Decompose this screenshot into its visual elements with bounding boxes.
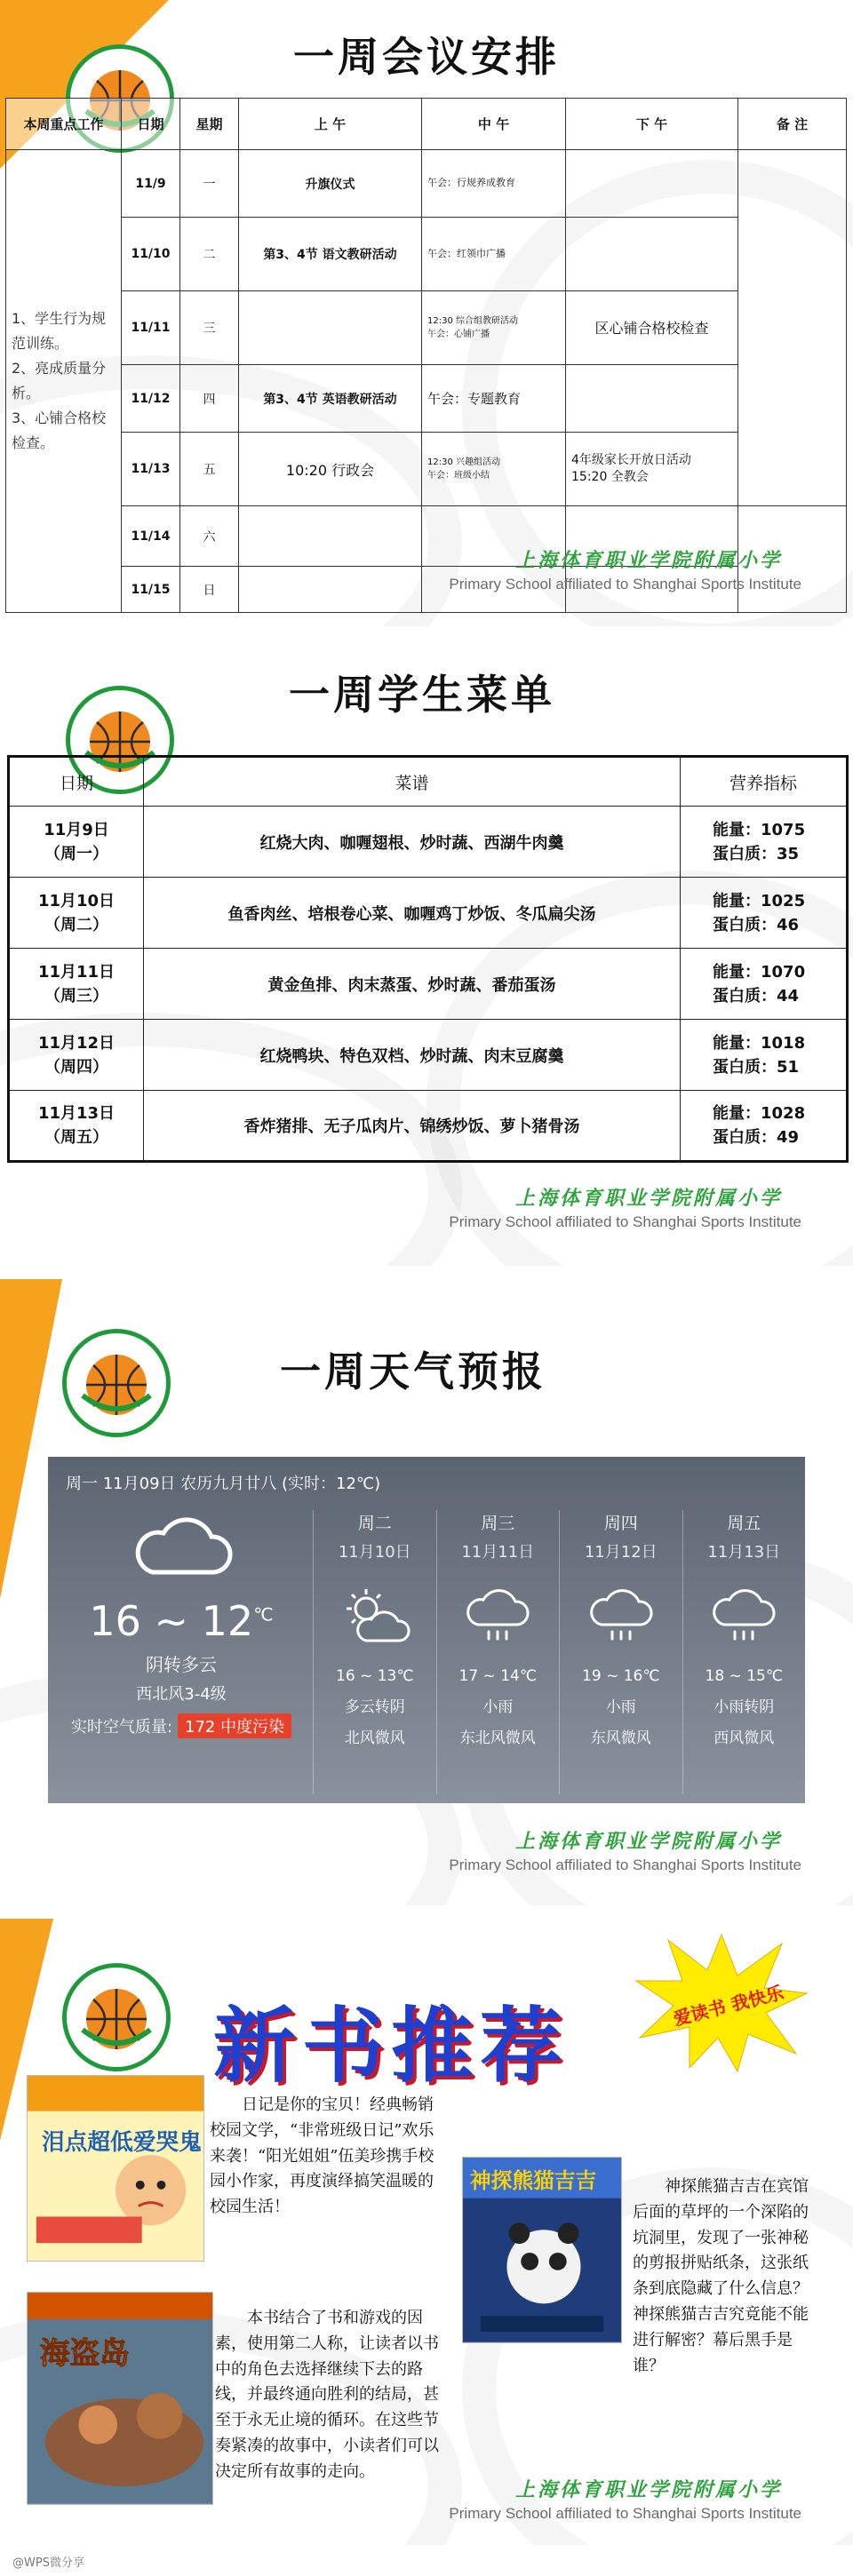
rain-icon <box>462 1584 533 1648</box>
header-dishes: 菜谱 <box>144 757 681 807</box>
protein-text: 蛋白质：35 <box>713 844 800 863</box>
school-name-cn: 上海体育职业学院附属小学 <box>514 1187 782 1210</box>
key-work-item: 3、心铺合格校检查。 <box>12 409 107 451</box>
table-row <box>9 1020 848 1091</box>
forecast-day <box>559 1510 682 1794</box>
forecast-date: 11月12日 <box>584 1543 658 1562</box>
table-row <box>6 218 847 291</box>
cell-weekday: 五 <box>180 433 239 506</box>
cell-date: 11/12 <box>122 364 180 433</box>
protein-text: 蛋白质：51 <box>713 1057 800 1077</box>
weather-today <box>48 1510 315 1738</box>
book-description-2: 本书结合了书和游戏的因素，使用第二人称，让读者以书中的角色去选择继续下去的路线，并最终通向胜利的结局，甚至于永无止境的循环。在这些节奏紧凑的故事中，小读者们可以决定所有故事的走向。 <box>215 2309 439 2481</box>
header-key-work: 本周重点工作 <box>6 99 122 150</box>
starburst-slogan: 爱读书 我快乐 <box>671 1981 786 2030</box>
energy-text: 能量：1028 <box>713 1104 806 1123</box>
forecast-temp: 17 ~ 14℃ <box>458 1667 537 1685</box>
table-row <box>9 1091 848 1162</box>
cell-date: 11/14 <box>122 506 180 567</box>
watermark: @WPS微分享 <box>12 2556 84 2570</box>
cell-morning <box>239 506 422 567</box>
weather-panel <box>48 1457 805 1803</box>
forecast-weekday: 周三 <box>481 1514 515 1533</box>
cell-morning: 10:20 行政会 <box>239 433 422 506</box>
header-afternoon: 下 午 <box>566 99 738 150</box>
protein-text: 蛋白质：46 <box>713 915 800 934</box>
header-noon: 中 午 <box>422 99 566 150</box>
forecast-temp: 19 ~ 16℃ <box>582 1667 660 1685</box>
today-temp <box>48 1597 315 1645</box>
book-cover-1 <box>27 2075 204 2262</box>
cell-weekday: 三 <box>180 291 239 365</box>
cell-nutrition <box>681 949 848 1020</box>
page-title: 新书推荐 <box>213 1998 570 2094</box>
cell-date <box>9 878 144 949</box>
slide-books <box>0 1919 853 2545</box>
cell-nutrition <box>681 1091 848 1162</box>
cell-dishes: 鱼香肉丝、培根卷心菜、咖喱鸡丁炒饭、冬瓜扁尖汤 <box>144 878 681 949</box>
school-name-en: Primary School affiliated to Shanghai Sports Institute <box>449 576 801 592</box>
key-work-item: 2、亮成质量分析。 <box>12 359 107 402</box>
page-title: 一周会议安排 <box>293 33 560 81</box>
cell-nutrition <box>681 1020 848 1091</box>
cell-date <box>9 1020 144 1091</box>
energy-text: 能量：1025 <box>713 891 806 910</box>
date-text: 11月10日 <box>37 891 116 910</box>
cell-afternoon: 区心铺合格校检查 <box>566 291 738 365</box>
cell-morning <box>239 291 422 365</box>
meeting-table <box>5 98 847 613</box>
today-temp-unit: ℃ <box>253 1603 274 1626</box>
cell-noon: 12:30 兴趣组活动 午会：班级小结 <box>422 433 566 506</box>
basketball-logo-icon <box>67 1968 166 2067</box>
partly-cloudy-icon <box>339 1584 411 1648</box>
cell-noon: 午会：专题教育 <box>422 364 566 433</box>
slide-weather <box>0 1279 853 1905</box>
forecast-wind: 东风微风 <box>590 1729 651 1747</box>
forecast-temp: 18 ~ 15℃ <box>705 1667 783 1685</box>
cell-nutrition <box>681 878 848 949</box>
weekday-text: （周四） <box>44 1057 108 1077</box>
cell-date: 11/15 <box>122 567 180 613</box>
table-header-row <box>9 757 848 807</box>
header-date: 日期 <box>122 99 180 150</box>
book-cover-2 <box>27 2292 213 2505</box>
forecast-cond: 多云转阴 <box>344 1698 405 1716</box>
forecast-weekday: 周五 <box>727 1514 761 1533</box>
cell-date: 11/13 <box>122 433 180 506</box>
page-title: 一周学生菜单 <box>289 671 555 719</box>
energy-text: 能量：1070 <box>713 962 806 982</box>
book-cover-title-1: 泪点超低爱哭鬼 <box>41 2129 202 2157</box>
cell-morning <box>239 567 422 613</box>
table-row <box>9 949 848 1020</box>
header-weekday: 星期 <box>180 99 239 150</box>
cloud-icon <box>128 1510 235 1581</box>
cell-dishes: 香炸猪排、无子瓜肉片、锦绣炒饭、萝卜猪骨汤 <box>144 1091 681 1162</box>
forecast-cond: 小雨转阴 <box>713 1698 775 1716</box>
slide-meeting <box>0 0 853 626</box>
school-logo <box>62 1963 171 2071</box>
date-text: 11月12日 <box>37 1033 116 1053</box>
today-temp-value: 16 ~ 12 <box>89 1597 254 1645</box>
school-name-en: Primary School affiliated to Shanghai Sports Institute <box>449 1213 801 1230</box>
key-work-cell <box>6 149 122 612</box>
forecast-date: 11月11日 <box>461 1543 535 1562</box>
date-text: 11月11日 <box>37 962 116 982</box>
cell-afternoon <box>566 218 738 291</box>
cell-notes <box>738 149 847 505</box>
menu-table <box>7 755 849 1163</box>
cell-date: 11/9 <box>122 149 180 218</box>
cell-noon: 12:30 综合组教研活动 午会：心铺广播 <box>422 291 566 365</box>
energy-text: 能量：1075 <box>713 820 806 839</box>
school-name-en: Primary School affiliated to Shanghai Sports Institute <box>449 2505 801 2522</box>
cell-afternoon <box>566 149 738 218</box>
book-description-1: 日记是你的宝贝！经典畅销校园文学，“非常班级日记”欢乐来袭！“阳光姐姐”伍美珍携手校园小作家，再度演绎搞笑温暖的校园生活！ <box>210 2095 434 2217</box>
cell-dishes: 红烧鸭块、特色双档、炒时蔬、肉末豆腐羹 <box>144 1020 681 1091</box>
protein-text: 蛋白质：49 <box>713 1128 800 1147</box>
forecast-day <box>313 1510 436 1794</box>
weekday-text: （周二） <box>44 915 108 934</box>
cell-weekday: 一 <box>180 149 239 218</box>
weekday-text: （周三） <box>44 986 108 1006</box>
school-name-cn: 上海体育职业学院附属小学 <box>514 1830 782 1853</box>
cell-date: 11/11 <box>122 291 180 365</box>
page-title: 一周天气预报 <box>280 1348 546 1395</box>
energy-text: 能量：1018 <box>713 1033 806 1053</box>
cell-weekday: 日 <box>180 567 239 613</box>
table-row <box>9 878 848 949</box>
cell-date <box>9 1091 144 1162</box>
cell-noon: 午会：行规养成教育 <box>422 149 566 218</box>
slide-menu <box>0 640 853 1266</box>
header-notes: 备 注 <box>738 99 847 150</box>
forecast-date: 11月13日 <box>707 1543 781 1562</box>
today-desc: 阴转多云 <box>146 1654 217 1675</box>
weekday-text: （周五） <box>44 1128 108 1147</box>
cell-afternoon: 4年级家长开放日活动 15:20 全教会 <box>566 433 738 506</box>
cell-noon: 午会：红领巾广播 <box>422 218 566 291</box>
date-text: 11月9日 <box>44 820 109 839</box>
school-name-cn: 上海体育职业学院附属小学 <box>514 2478 782 2501</box>
forecast-weekday: 周二 <box>357 1514 392 1533</box>
air-label: 实时空气质量: <box>70 1718 172 1737</box>
forecast-days <box>313 1510 805 1794</box>
cell-afternoon <box>566 364 738 433</box>
table-row <box>6 149 847 218</box>
header-nutrition: 营养指标 <box>681 757 848 807</box>
book-cover-3 <box>462 2157 622 2343</box>
table-header-row <box>6 99 847 150</box>
today-wind: 西北风3-4级 <box>136 1685 227 1704</box>
cell-morning: 第3、4节 语文教研活动 <box>239 218 422 291</box>
cell-date: 11/10 <box>122 218 180 291</box>
rain-icon <box>586 1584 657 1648</box>
forecast-cond: 小雨 <box>605 1698 636 1716</box>
forecast-temp: 16 ~ 13℃ <box>336 1667 414 1685</box>
weekday-text: （周一） <box>44 844 108 863</box>
cell-date <box>9 807 144 878</box>
cell-date <box>9 949 144 1020</box>
protein-text: 蛋白质：44 <box>713 986 800 1006</box>
cell-nutrition <box>681 807 848 878</box>
forecast-wind: 北风微风 <box>344 1729 405 1747</box>
forecast-date: 11月10日 <box>338 1543 411 1562</box>
cell-morning: 第3、4节 英语教研活动 <box>239 364 422 433</box>
table-row <box>9 807 848 878</box>
header-date: 日期 <box>9 757 144 807</box>
table-row <box>6 433 847 506</box>
school-name-cn: 上海体育职业学院附属小学 <box>514 549 782 572</box>
forecast-cond: 小雨 <box>482 1698 514 1716</box>
cell-weekday: 四 <box>180 364 239 433</box>
cell-morning: 升旗仪式 <box>239 149 422 218</box>
cell-weekday: 二 <box>180 218 239 291</box>
book-cover-title-3: 神探熊猫吉吉 <box>469 2167 597 2193</box>
forecast-wind: 东北风微风 <box>459 1729 536 1747</box>
today-air-quality <box>48 1713 315 1738</box>
date-text: 11月13日 <box>37 1104 116 1123</box>
forecast-day <box>436 1510 560 1794</box>
rain-icon <box>708 1584 779 1648</box>
forecast-day <box>682 1510 806 1794</box>
table-row <box>6 291 847 365</box>
cell-weekday: 六 <box>180 506 239 567</box>
book-cover-title-2: 海盗岛 <box>39 2335 130 2371</box>
air-quality-badge: 172 中度污染 <box>178 1713 291 1738</box>
cell-dishes: 红烧大肉、咖喱翅根、炒时蔬、西湖牛肉羹 <box>144 807 681 878</box>
cell-dishes: 黄金鱼排、肉末蒸蛋、炒时蔬、番茄蛋汤 <box>144 949 681 1020</box>
forecast-weekday: 周四 <box>603 1514 638 1533</box>
weather-header: 周一 11月09日 农历九月廿八 (实时：12℃) <box>66 1475 381 1493</box>
key-work-item: 1、学生行为规范训练。 <box>12 309 107 352</box>
forecast-wind: 西风微风 <box>713 1729 775 1747</box>
table-row <box>6 364 847 433</box>
header-morning: 上 午 <box>239 99 422 150</box>
book-description-3: 神探熊猫吉吉在宾馆后面的草坪的一个深陷的坑洞里，发现了一张神秘的剪报拼贴纸条，这张纸条到底隐藏了什么信息？神探熊猫吉吉究竟能不能进行解密？幕后黑手是谁？ <box>633 2177 809 2375</box>
school-name-en: Primary School affiliated to Shanghai Sports Institute <box>449 1856 801 1873</box>
